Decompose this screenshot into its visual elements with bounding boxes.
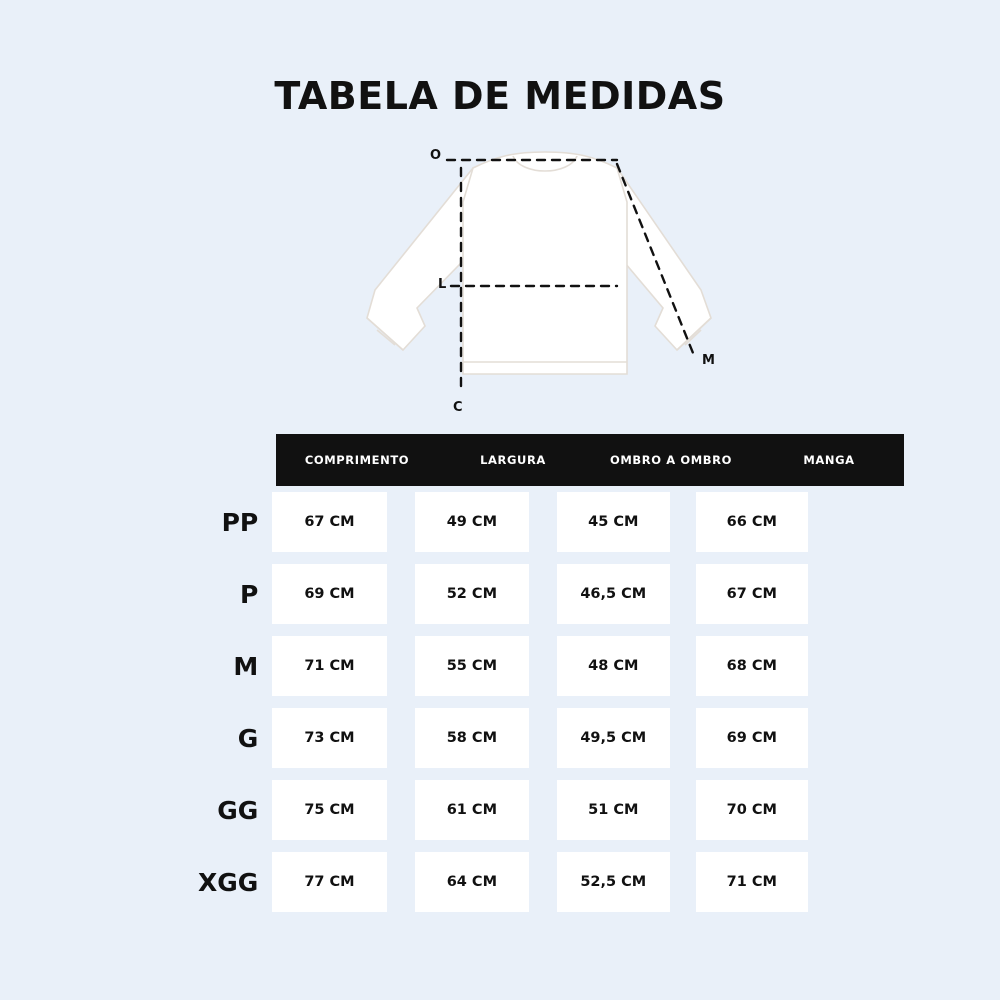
cell-ombro-a-ombro: 48 CM — [557, 636, 669, 696]
column-header-comprimento: COMPRIMENTO — [304, 453, 410, 467]
table-row — [182, 630, 822, 702]
cell-largura: 55 CM — [415, 636, 529, 696]
row-size-label: XGG — [197, 867, 259, 897]
row-size-label: GG — [217, 795, 259, 825]
table-row — [182, 702, 822, 774]
diagram-label-length: C — [453, 400, 463, 415]
table-header-row — [276, 434, 904, 486]
cell-ombro-a-ombro: 46,5 CM — [557, 564, 669, 624]
cell-largura: 61 CM — [415, 780, 529, 840]
cell-ombro-a-ombro: 51 CM — [557, 780, 669, 840]
diagram-label-sleeve: M — [702, 353, 715, 368]
table-row — [182, 486, 822, 558]
diagram-label-shoulder: O — [430, 148, 442, 163]
column-header-manga: MANGA — [803, 453, 855, 467]
cell-largura: 64 CM — [415, 852, 529, 912]
row-size-label: P — [239, 579, 259, 609]
cell-comprimento: 73 CM — [272, 708, 386, 768]
cell-comprimento: 67 CM — [272, 492, 386, 552]
row-size-label: PP — [221, 507, 259, 537]
garment-diagram — [355, 138, 755, 423]
row-size-label: M — [233, 651, 259, 681]
table-row — [182, 846, 822, 918]
cell-comprimento: 71 CM — [272, 636, 386, 696]
cell-manga: 69 CM — [696, 708, 808, 768]
diagram-label-width: L — [438, 277, 447, 292]
cell-manga: 68 CM — [696, 636, 808, 696]
cell-manga: 71 CM — [696, 852, 808, 912]
cell-ombro-a-ombro: 45 CM — [557, 492, 669, 552]
cell-manga: 70 CM — [696, 780, 808, 840]
cell-largura: 58 CM — [415, 708, 529, 768]
cell-comprimento: 77 CM — [272, 852, 386, 912]
cell-comprimento: 69 CM — [272, 564, 386, 624]
column-header-largura: LARGURA — [480, 453, 546, 467]
table-row — [182, 774, 822, 846]
row-size-label: G — [237, 723, 259, 753]
cell-comprimento: 75 CM — [272, 780, 386, 840]
measurements-table — [182, 434, 855, 918]
table-row — [182, 558, 822, 630]
cell-manga: 67 CM — [696, 564, 808, 624]
cell-ombro-a-ombro: 52,5 CM — [557, 852, 669, 912]
column-header-ombro-a-ombro: OMBRO A OMBRO — [610, 453, 732, 467]
cell-largura: 49 CM — [415, 492, 529, 552]
page-title: TABELA DE MEDIDAS — [274, 74, 726, 118]
cell-ombro-a-ombro: 49,5 CM — [557, 708, 669, 768]
cell-largura: 52 CM — [415, 564, 529, 624]
cell-manga: 66 CM — [696, 492, 808, 552]
